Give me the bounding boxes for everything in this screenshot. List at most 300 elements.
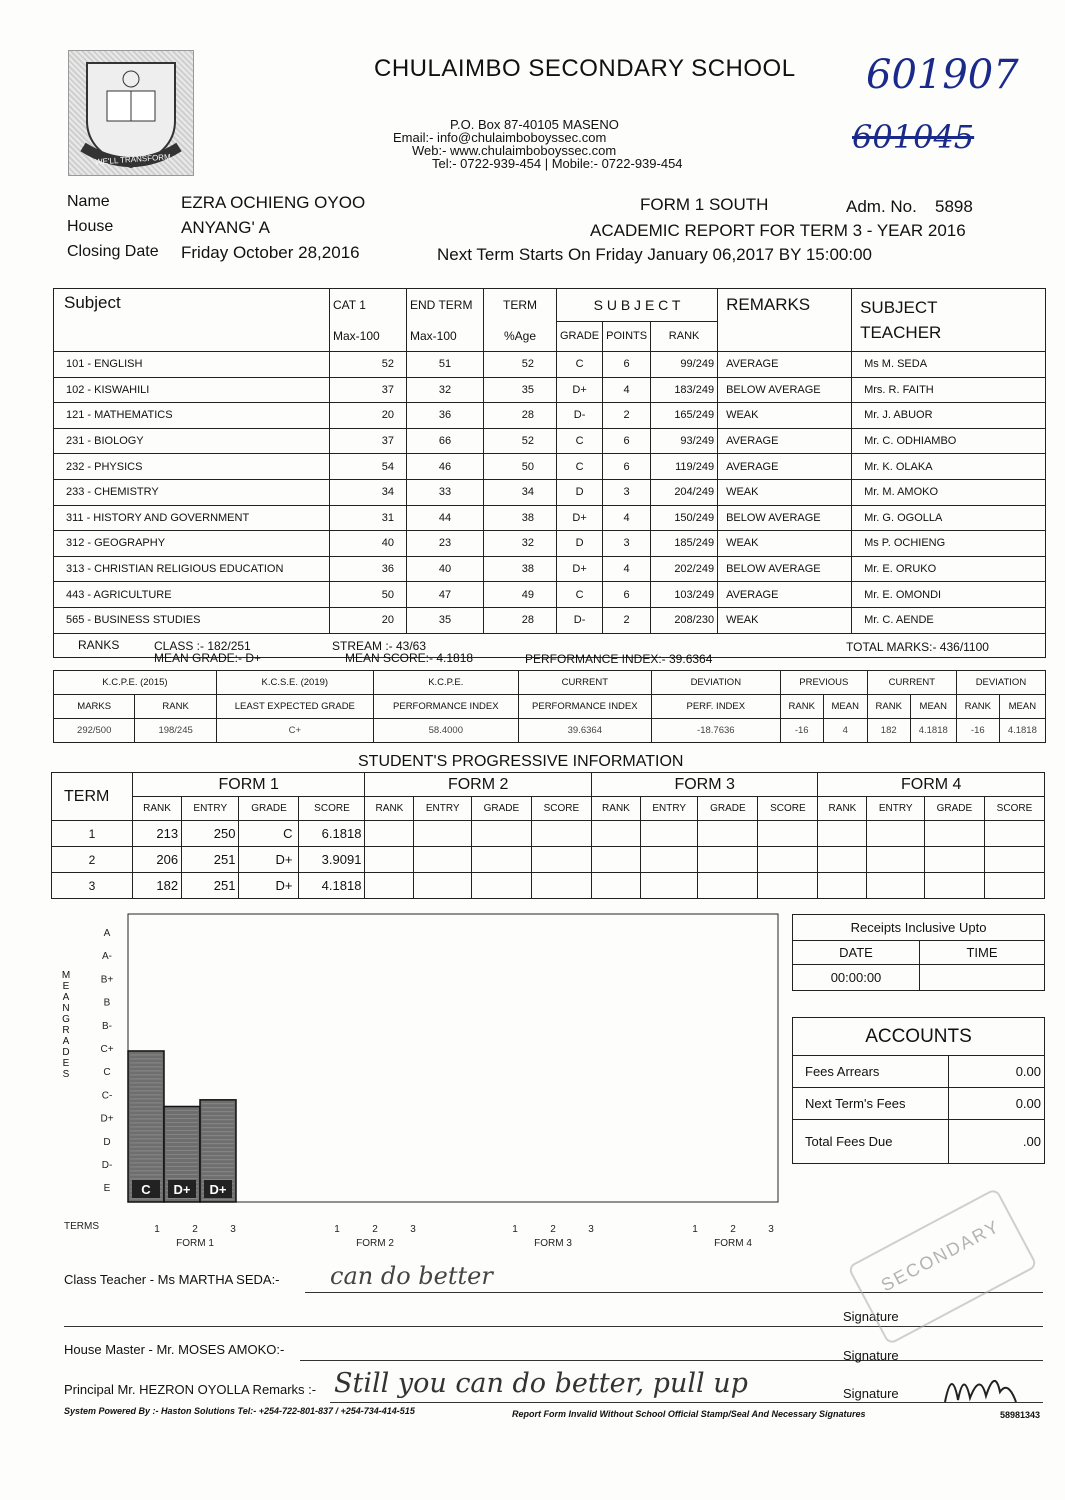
grade-tick-label: B — [103, 997, 111, 1009]
progress-score: 6.1818 — [299, 821, 365, 847]
cat-score: 34 — [330, 479, 407, 505]
kcpe-value: 182 — [867, 719, 910, 743]
accounts-title: ACCOUNTS — [793, 1018, 1045, 1056]
end-term-score: 36 — [407, 403, 484, 429]
progress-col-header: GRADE — [239, 797, 299, 821]
subject-remark: AVERAGE — [718, 454, 852, 480]
principal-label: Principal Mr. HEZRON OYOLLA Remarks :- — [64, 1382, 317, 1397]
progress-empty-cell — [471, 847, 531, 873]
grade-tick-label: C — [103, 1067, 111, 1079]
mean-grades-chart — [50, 912, 785, 1252]
progress-col-header: GRADE — [698, 797, 758, 821]
progress-empty-cell — [818, 821, 867, 847]
progress-col-header: RANK — [591, 797, 640, 821]
subject-rank: 204/249 — [651, 479, 718, 505]
receipts-time-value — [920, 965, 1045, 991]
receipts-date-label: DATE — [793, 941, 920, 965]
student-name: EZRA OCHIENG OYOO — [181, 193, 366, 212]
subject-teacher: Mr. C. ODHIAMBO — [852, 428, 1046, 454]
kcpe-h2-col: MARKS — [54, 695, 135, 719]
progress-col-header: RANK — [365, 797, 414, 821]
receipts-date-value: 00:00:00 — [793, 965, 920, 991]
progress-empty-cell — [984, 847, 1044, 873]
chart-svg — [50, 912, 785, 1252]
table-row — [54, 377, 1046, 403]
subjects-table — [53, 288, 1046, 658]
subject-remark: BELOW AVERAGE — [718, 377, 852, 403]
progress-table — [51, 772, 1045, 899]
term-percent: 38 — [484, 505, 557, 531]
subject-points: 6 — [603, 582, 651, 608]
kcpe-h2-col: RANK — [135, 695, 216, 719]
progress-rank: 206 — [133, 847, 182, 873]
kcpe-value: 4 — [823, 719, 867, 743]
mean-score: MEAN SCORE:- 4.1818 — [345, 651, 474, 665]
progress-term: 3 — [52, 873, 133, 899]
progress-col-header: SCORE — [299, 797, 365, 821]
progress-empty-cell — [591, 847, 640, 873]
table-row — [54, 556, 1046, 582]
subject-teacher: Mr. G. OGOLLA — [852, 505, 1046, 531]
progress-row — [52, 821, 1045, 847]
logo-motto: WE'LL TRANSFORM — [94, 152, 171, 167]
subject-teacher: Mrs. R. FAITH — [852, 377, 1046, 403]
school-email: Email:- info@chulaimboboyssec.com — [393, 130, 607, 145]
progress-empty-cell — [365, 873, 414, 899]
subject-grade: D+ — [557, 505, 603, 531]
kcpe-h1-7: DEVIATION — [956, 671, 1045, 695]
progress-empty-cell — [758, 873, 818, 899]
subject-remark: AVERAGE — [718, 582, 852, 608]
progress-empty-cell — [591, 821, 640, 847]
subject-grade: C — [557, 352, 603, 378]
school-tel: Tel:- 0722-939-454 | Mobile:- 0722-939-454 — [432, 156, 683, 171]
principal-line — [330, 1402, 1043, 1403]
progress-grade: D+ — [239, 873, 299, 899]
class-rank: CLASS :- 182/251 — [154, 638, 251, 653]
term-tick-label: 2 — [730, 1224, 736, 1235]
end-term-score: 32 — [407, 377, 484, 403]
end-term-score: 40 — [407, 556, 484, 582]
kcpe-value: -18.7636 — [651, 719, 780, 743]
progress-score: 3.9091 — [299, 847, 365, 873]
school-stamp — [847, 1188, 1038, 1346]
progress-empty-cell — [591, 873, 640, 899]
grade-tick-label: B+ — [100, 974, 114, 986]
subject-grade: D — [557, 531, 603, 557]
subject-teacher: Ms M. SEDA — [852, 352, 1046, 378]
subject-teacher: Ms P. OCHIENG — [852, 531, 1046, 557]
term-tick-label: 3 — [768, 1224, 774, 1235]
progress-empty-cell — [984, 821, 1044, 847]
accounts-value: .00 — [949, 1120, 1045, 1164]
receipts-time-label: TIME — [920, 941, 1045, 965]
accounts-box — [792, 1017, 1045, 1164]
col-cat-header: CAT 1 — [330, 289, 407, 322]
term-percent: 34 — [484, 479, 557, 505]
table-row — [54, 454, 1046, 480]
cat-score: 31 — [330, 505, 407, 531]
progress-empty-cell — [924, 847, 984, 873]
cat-score: 52 — [330, 352, 407, 378]
table-row — [54, 479, 1046, 505]
cat-score: 36 — [330, 556, 407, 582]
progress-empty-cell — [365, 821, 414, 847]
term-tick-label: 2 — [372, 1224, 378, 1235]
kcpe-h1-1: K.C.S.E. (2019) — [216, 671, 373, 695]
progress-empty-cell — [471, 873, 531, 899]
accounts-row — [793, 1088, 1045, 1120]
house-master-label: House Master - Mr. MOSES AMOKO:- — [64, 1342, 285, 1357]
ranks-label: RANKS — [78, 637, 120, 652]
progress-empty-cell — [414, 847, 471, 873]
subject-rank: 103/249 — [651, 582, 718, 608]
subject-rank: 150/249 — [651, 505, 718, 531]
subject-grade: D- — [557, 607, 603, 633]
chart-xlabel: TERMS — [64, 1221, 99, 1232]
subject-name: 233 - CHEMISTRY — [54, 479, 330, 505]
kcpe-value: -16 — [780, 719, 823, 743]
kcpe-h2-col: RANK — [780, 695, 823, 719]
subject-name: 121 - MATHEMATICS — [54, 403, 330, 429]
closing-date: Friday October 28,2016 — [181, 243, 360, 262]
term-tick-label: 3 — [588, 1224, 594, 1235]
progress-col-header: RANK — [133, 797, 182, 821]
teacher-header-line1: SUBJECT — [860, 298, 938, 317]
kcpe-h1-5: PREVIOUS — [780, 671, 867, 695]
progress-empty-cell — [640, 847, 697, 873]
progress-term-header: TERM — [52, 773, 133, 821]
table-row — [54, 505, 1046, 531]
term-percent: 52 — [484, 352, 557, 378]
progress-entry: 251 — [182, 847, 239, 873]
col-subject-group-header: S U B J E C T — [557, 289, 718, 322]
progress-col-header: RANK — [818, 797, 867, 821]
stamp-text: SECONDARY — [877, 1215, 1004, 1296]
subject-points: 2 — [603, 403, 651, 429]
subject-rank: 165/249 — [651, 403, 718, 429]
grade-tick-label: D- — [101, 1160, 113, 1171]
progress-empty-cell — [698, 821, 758, 847]
progress-empty-cell — [758, 821, 818, 847]
end-term-score: 23 — [407, 531, 484, 557]
end-term-score: 35 — [407, 607, 484, 633]
progress-empty-cell — [867, 847, 924, 873]
grade-tick-label: D — [103, 1136, 111, 1148]
term-percent: 28 — [484, 403, 557, 429]
progress-term: 2 — [52, 847, 133, 873]
subject-name: 232 - PHYSICS — [54, 454, 330, 480]
end-term-score: 46 — [407, 454, 484, 480]
col-end-header: END TERM — [407, 289, 484, 322]
receipts-box — [792, 914, 1045, 991]
adm-number: 5898 — [935, 197, 973, 216]
form-axis-label: FORM 1 — [176, 1238, 214, 1249]
grade-tick-label: E — [103, 1183, 111, 1195]
accounts-value: 0.00 — [949, 1088, 1045, 1120]
principal-signature — [940, 1362, 1020, 1412]
subject-name: 311 - HISTORY AND GOVERNMENT — [54, 505, 330, 531]
progress-empty-cell — [471, 821, 531, 847]
bar-grade-label: D+ — [209, 1182, 227, 1197]
receipts-title: Receipts Inclusive Upto — [793, 915, 1045, 941]
progress-empty-cell — [414, 873, 471, 899]
progress-empty-cell — [531, 821, 591, 847]
progress-empty-cell — [698, 847, 758, 873]
term-percent: 32 — [484, 531, 557, 557]
term-percent: 50 — [484, 454, 557, 480]
progress-empty-cell — [984, 873, 1044, 899]
performance-index: PERFORMANCE INDEX:- 39.6364 — [525, 652, 713, 666]
col-cat-sub: Max-100 — [330, 321, 407, 351]
progress-empty-cell — [867, 821, 924, 847]
term-percent: 52 — [484, 428, 557, 454]
kcpe-value: 198/245 — [135, 719, 216, 743]
subject-points: 3 — [603, 531, 651, 557]
term-percent: 28 — [484, 607, 557, 633]
house-name: ANYANG' A — [181, 218, 270, 237]
signature-label-3: Signature — [843, 1386, 899, 1401]
progress-empty-cell — [867, 873, 924, 899]
col-term-header: TERM — [484, 289, 557, 322]
progress-empty-cell — [818, 847, 867, 873]
kcpe-value: 58.4000 — [373, 719, 518, 743]
col-teacher-header — [852, 289, 1046, 352]
class-teacher-label: Class Teacher - Ms MARTHA SEDA:- — [64, 1272, 280, 1287]
chart-ylabel: MEAN GRADES — [61, 970, 71, 1080]
form-axis-label: FORM 3 — [534, 1238, 572, 1249]
kcpe-h2-col: PERF. INDEX — [651, 695, 780, 719]
subject-points: 6 — [603, 352, 651, 378]
subject-points: 3 — [603, 479, 651, 505]
progress-col-header: GRADE — [471, 797, 531, 821]
subject-teacher: Mr. E. ORUKO — [852, 556, 1046, 582]
bar-grade-label: C — [141, 1182, 151, 1197]
kcpe-h2-col: MEAN — [823, 695, 867, 719]
col-term-sub: %Age — [484, 321, 557, 351]
subject-name: 312 - GEOGRAPHY — [54, 531, 330, 557]
term-percent: 35 — [484, 377, 557, 403]
signature-label-1: Signature — [843, 1309, 899, 1324]
end-term-score: 47 — [407, 582, 484, 608]
grade-bar — [128, 1051, 164, 1202]
subject-points: 4 — [603, 377, 651, 403]
progress-col-header: ENTRY — [640, 797, 697, 821]
table-row — [54, 582, 1046, 608]
subject-points: 6 — [603, 428, 651, 454]
kcpe-h2-col: RANK — [867, 695, 910, 719]
cat-score: 37 — [330, 428, 407, 454]
total-marks: TOTAL MARKS:- 436/1100 — [846, 639, 989, 654]
powered-by: System Powered By :- Haston Solutions Tel:- +254-722-801-837 / +254-734-414-515 — [64, 1406, 415, 1416]
table-row — [54, 403, 1046, 429]
serial-number: 58981343 — [1000, 1410, 1041, 1420]
progress-entry: 251 — [182, 873, 239, 899]
name-label: Name — [67, 193, 110, 210]
progress-term: 1 — [52, 821, 133, 847]
crossed-number: 601045 — [852, 118, 975, 156]
kcpe-h1-3: CURRENT — [518, 671, 651, 695]
progress-grade: C — [239, 821, 299, 847]
end-term-score: 44 — [407, 505, 484, 531]
kcpe-table — [53, 670, 1046, 743]
progress-empty-cell — [365, 847, 414, 873]
kcpe-value: 39.6364 — [518, 719, 651, 743]
progress-empty-cell — [531, 873, 591, 899]
subject-rank: 183/249 — [651, 377, 718, 403]
subject-name: 565 - BUSINESS STUDIES — [54, 607, 330, 633]
progress-grade: D+ — [239, 847, 299, 873]
kcpe-h2-col: MEAN — [910, 695, 956, 719]
subject-rank: 208/230 — [651, 607, 718, 633]
grade-tick-label: A — [103, 928, 111, 939]
subject-teacher: Mr. E. OMONDI — [852, 582, 1046, 608]
table-row — [54, 531, 1046, 557]
term-tick-label: 1 — [334, 1224, 340, 1235]
accounts-label: Fees Arrears — [793, 1056, 949, 1088]
progress-empty-cell — [640, 821, 697, 847]
form-axis-label: FORM 2 — [356, 1238, 394, 1249]
grade-tick-label: C- — [101, 1090, 113, 1102]
teacher-header-line2: TEACHER — [860, 323, 942, 342]
accounts-label: Next Term's Fees — [793, 1088, 949, 1120]
col-rank-header: RANK — [651, 321, 718, 351]
progress-row — [52, 873, 1045, 899]
kcpe-h1-0: K.C.P.E. (2015) — [54, 671, 217, 695]
kcpe-h2-col: RANK — [956, 695, 999, 719]
col-remarks-header: REMARKS — [718, 289, 852, 352]
school-address: P.O. Box 87-40105 MASENO — [450, 117, 619, 132]
col-grade-header: GRADE — [557, 321, 603, 351]
table-row — [54, 352, 1046, 378]
progress-form-header: FORM 4 — [818, 773, 1045, 797]
subject-grade: D+ — [557, 556, 603, 582]
grade-tick-label: A- — [102, 951, 112, 963]
class-teacher-remark: can do better — [330, 1262, 493, 1290]
accounts-value: 0.00 — [949, 1056, 1045, 1088]
subject-grade: C — [557, 582, 603, 608]
cat-score: 40 — [330, 531, 407, 557]
subject-rank: 119/249 — [651, 454, 718, 480]
kcpe-value: 4.1818 — [910, 719, 956, 743]
subject-rank: 185/249 — [651, 531, 718, 557]
kcpe-h1-4: DEVIATION — [651, 671, 780, 695]
progress-form-header: FORM 2 — [365, 773, 592, 797]
cat-score: 20 — [330, 403, 407, 429]
term-percent: 49 — [484, 582, 557, 608]
accounts-row — [793, 1056, 1045, 1088]
progress-entry: 250 — [182, 821, 239, 847]
report-title: ACADEMIC REPORT FOR TERM 3 - YEAR 2016 — [590, 221, 966, 240]
subject-remark: BELOW AVERAGE — [718, 556, 852, 582]
subject-remark: WEAK — [718, 607, 852, 633]
progress-empty-cell — [924, 821, 984, 847]
col-points-header: POINTS — [603, 321, 651, 351]
stream-rank: STREAM :- 43/63 — [332, 638, 427, 653]
subject-name: 102 - KISWAHILI — [54, 377, 330, 403]
bar-grade-label: D+ — [173, 1182, 191, 1197]
subject-grade: C — [557, 428, 603, 454]
school-name: CHULAIMBO SECONDARY SCHOOL — [374, 55, 796, 82]
subject-grade: D- — [557, 403, 603, 429]
kcpe-value: C+ — [216, 719, 373, 743]
subject-remark: BELOW AVERAGE — [718, 505, 852, 531]
subject-teacher: Mr. C. AENDE — [852, 607, 1046, 633]
closing-label: Closing Date — [67, 243, 159, 260]
progress-col-header: ENTRY — [182, 797, 239, 821]
subject-points: 4 — [603, 505, 651, 531]
subject-name: 231 - BIOLOGY — [54, 428, 330, 454]
subject-remark: WEAK — [718, 479, 852, 505]
term-tick-label: 2 — [550, 1224, 556, 1235]
house-label: House — [67, 218, 114, 235]
principal-remark: Still you can do better, pull up — [334, 1368, 748, 1399]
table-row — [54, 607, 1046, 633]
subject-rank: 93/249 — [651, 428, 718, 454]
kcpe-h2-col: PERFORMANCE INDEX — [373, 695, 518, 719]
subject-remark: WEAK — [718, 531, 852, 557]
progress-score: 4.1818 — [299, 873, 365, 899]
progress-form-header: FORM 3 — [591, 773, 818, 797]
subject-teacher: Mr. J. ABUOR — [852, 403, 1046, 429]
kcpe-h2-col: PERFORMANCE INDEX — [518, 695, 651, 719]
term-tick-label: 1 — [154, 1224, 160, 1235]
progress-col-header: SCORE — [758, 797, 818, 821]
subject-points: 2 — [603, 607, 651, 633]
progress-empty-cell — [924, 873, 984, 899]
invalid-notice: Report Form Invalid Without School Official Stamp/Seal And Necessary Signatures — [512, 1409, 866, 1419]
term-tick-label: 1 — [692, 1224, 698, 1235]
term-tick-label: 2 — [192, 1224, 198, 1235]
progress-col-header: ENTRY — [867, 797, 924, 821]
progress-empty-cell — [758, 847, 818, 873]
cat-score: 50 — [330, 582, 407, 608]
progress-empty-cell — [640, 873, 697, 899]
cat-score: 20 — [330, 607, 407, 633]
subject-rank: 99/249 — [651, 352, 718, 378]
subject-points: 4 — [603, 556, 651, 582]
grade-tick-label: B- — [102, 1020, 112, 1032]
subject-teacher: Mr. K. OLAKA — [852, 454, 1046, 480]
term-tick-label: 3 — [230, 1224, 236, 1235]
handwritten-number: 601907 — [866, 52, 1019, 98]
subject-name: 443 - AGRICULTURE — [54, 582, 330, 608]
house-master-line — [300, 1360, 1043, 1361]
progress-col-header: SCORE — [531, 797, 591, 821]
subject-remark: AVERAGE — [718, 352, 852, 378]
accounts-row — [793, 1120, 1045, 1164]
progress-empty-cell — [414, 821, 471, 847]
end-term-score: 33 — [407, 479, 484, 505]
adm-label: Adm. No. — [846, 197, 917, 216]
term-tick-label: 3 — [410, 1224, 416, 1235]
kcpe-h2-col: MEAN — [999, 695, 1045, 719]
subject-name: 101 - ENGLISH — [54, 352, 330, 378]
kcpe-h1-2: K.C.P.E. — [373, 671, 518, 695]
subject-grade: C — [557, 454, 603, 480]
progress-row — [52, 847, 1045, 873]
subject-teacher: Mr. M. AMOKO — [852, 479, 1046, 505]
col-subject-header: Subject — [54, 289, 330, 352]
subject-grade: D+ — [557, 377, 603, 403]
kcpe-value: -16 — [956, 719, 999, 743]
subject-name: 313 - CHRISTIAN RELIGIOUS EDUCATION — [54, 556, 330, 582]
progress-col-header: SCORE — [984, 797, 1044, 821]
progress-form-header: FORM 1 — [133, 773, 365, 797]
progress-col-header: ENTRY — [414, 797, 471, 821]
subject-remark: WEAK — [718, 403, 852, 429]
form-class: FORM 1 SOUTH — [640, 195, 769, 214]
